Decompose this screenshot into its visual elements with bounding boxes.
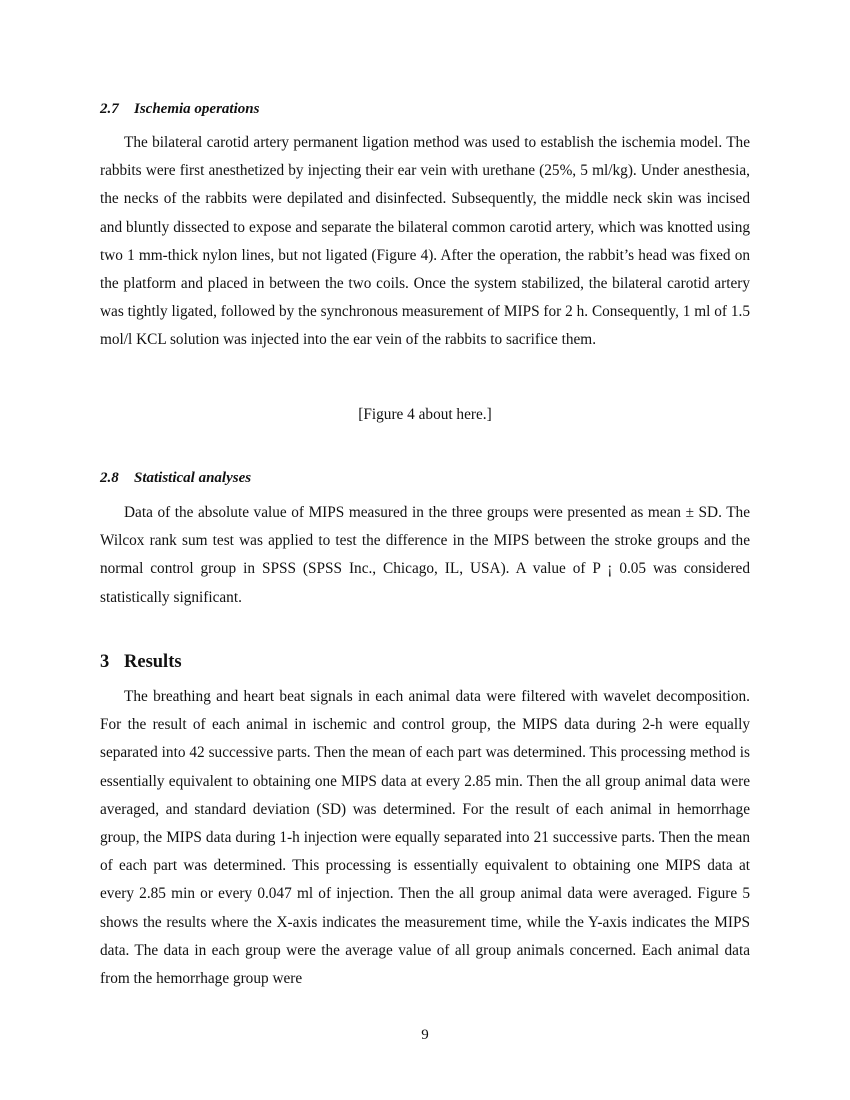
paragraph-ischemia-operations: The bilateral carotid artery permanent ligation method was used to establish the ischemia model. The rabbits were first anesthetized by injecting their ear vein with urethane (25%, 5 ml/kg). Under anesthesia, the necks of the rabbits were depilated and disinfected. Subsequently, the middle neck skin was incised and bluntly dissected to expose and separate the bilateral common carotid artery, which was knotted using two 1 mm-thick nylon lines, but not ligated (Figure 4). After the operation, the rabbit’s head was fixed on the platform and placed in between the two coils. Once the system stabilized, the bilateral carotid artery was tightly ligated, followed by the synchronous measurement of MIPS for 2 h. Consequently, 1 ml of 1.5 mol/l KCL solution was injected into the ear vein of the rabbits to sacrifice them.	[100, 134, 750, 349]
subsection-title: Statistical analyses	[134, 470, 252, 486]
subsection-heading-2-7	[100, 101, 259, 118]
subsection-number: 2.7	[100, 101, 119, 117]
section-heading-results	[100, 652, 182, 673]
subsection-heading-2-8	[100, 470, 251, 487]
figure-placeholder: [Figure 4 about here.]	[358, 406, 492, 423]
subsection-number: 2.8	[100, 470, 119, 486]
paragraph-statistical-analyses: Data of the absolute value of MIPS measured in the three groups were presented as mean ± SD. The Wilcox rank sum test was applied to test the difference in the MIPS between the stroke groups and the normal control group in SPSS (SPSS Inc., Chicago, IL, USA). A value of P ¡ 0.05 was considered statistically significant.	[100, 504, 750, 606]
page-number: 9	[421, 1027, 429, 1043]
paragraph-results: The breathing and heart beat signals in each animal data were filtered with wavelet decomposition. For the result of each animal in ischemic and control group, the MIPS data during 2-h were equally separated into 42 successive parts. Then the mean of each part was determined. This processing method is essentially equivalent to obtaining one MIPS data at every 2.85 min. Then the all group animal data were averaged, and standard deviation (SD) was determined. For the result of each animal in hemorrhage group, the MIPS data during 1-h injection were equally separated into 21 successive parts. Then the mean of each part was determined. This processing is essentially equivalent to obtaining one MIPS data at every 2.85 min or every 0.047 ml of injection. Then the all group animal data were averaged. Figure 5 shows the results where the X-axis indicates the measurement time, while the Y-axis indicates the MIPS data. The data in each group were the average value of all group animals concerned. Each animal data from the hemorrhage group were	[100, 688, 750, 988]
subsection-title: Ischemia operations	[134, 101, 260, 117]
section-title: Results	[124, 652, 182, 672]
section-number: 3	[100, 652, 110, 672]
